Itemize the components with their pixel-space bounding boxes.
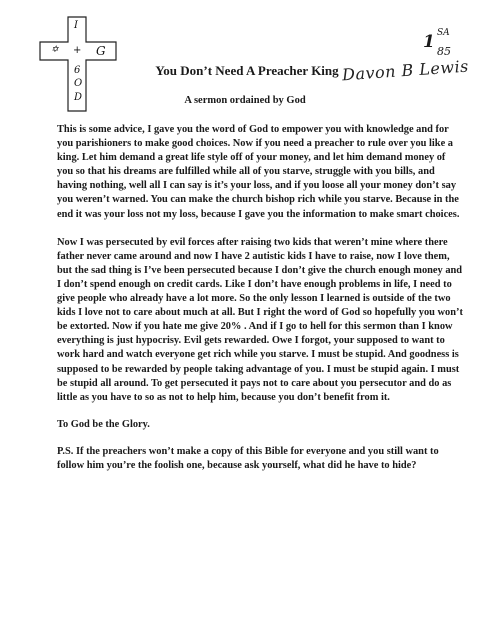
cross-letter-top: I (74, 20, 78, 31)
cross-outline (30, 14, 140, 114)
margin-note: 85 (437, 45, 451, 58)
sermon-body (57, 123, 464, 473)
page-number: 1 (423, 32, 435, 52)
cross-drawing (30, 14, 140, 114)
cross-center-mark: + (73, 45, 82, 56)
handwritten-signature: Davon B Lewis (341, 56, 470, 85)
page-title: You Don’t Need A Preacher King (155, 63, 339, 78)
paragraph-postscript: P.S. If the preachers won’t make a copy of this Bible for everyone and you still want to follow him you’re the foolish one, because ask yourself, what did he have to hide? (57, 445, 439, 471)
paragraph-advice: This is some advice, I gave you the word of God to empower you with knowledge and for you parishioners to make good choices. Now if you need a preacher to rule over you like a king. Let him demand a great life style off of your money, and let him demand money of you so that his dreams are fulfilled while all of you starve, struggle with you bills, and having nothing, well all I can say is it’s your loss, and if you loose all your money don’t say you weren’t warned. You can make the church bishop rich while you starve. Because in the end it was your loss not my loss, because I gave you the information to make smart choices. (57, 124, 460, 220)
cross-letter-right: G (96, 44, 106, 58)
cross-letter-6: 6 (74, 65, 81, 76)
cross-letter-o: O (74, 78, 83, 89)
paragraph-persecution: Now I was persecuted by evil forces after raising two kids that weren’t mine where there father never came around and now I have 2 autistic kids I have to raise, now I love them, but the sad thing is I’ve been persecuted because I don’t give the church enough money and I don’t spend enough on credit cards. Like I don’t have enough problems in life, I need to give people who already have a lot more. So the only lesson I learned is outside of the two kids I love not to care about much at all. But I right the word of God so hopefully you won’t be extorted. Now if you hate me give 20% . And if I go to hell for this sermon than I know everything is just hypocrisy. Evil gets rewarded. Owe I forgot, your supposed to want to work hard and watch everyone get rich while you starve. I must be stupid. And goodness is supposed to be rewarded by people taking advantage of you. I must be stupid again. I must be stupid all around. To get persecuted it pays not to care about you persecutor and do as little as you have to so as not to help him, because you don’t benefit from it. (57, 236, 463, 403)
paragraph-closing: To God be the Glory. (57, 418, 150, 430)
page-subtitle: A sermon ordained by God (184, 95, 306, 106)
cross-letter-d: D (74, 92, 83, 103)
margin-note-top: SA (437, 28, 450, 38)
star-of-david-icon: ✡ (51, 45, 59, 55)
